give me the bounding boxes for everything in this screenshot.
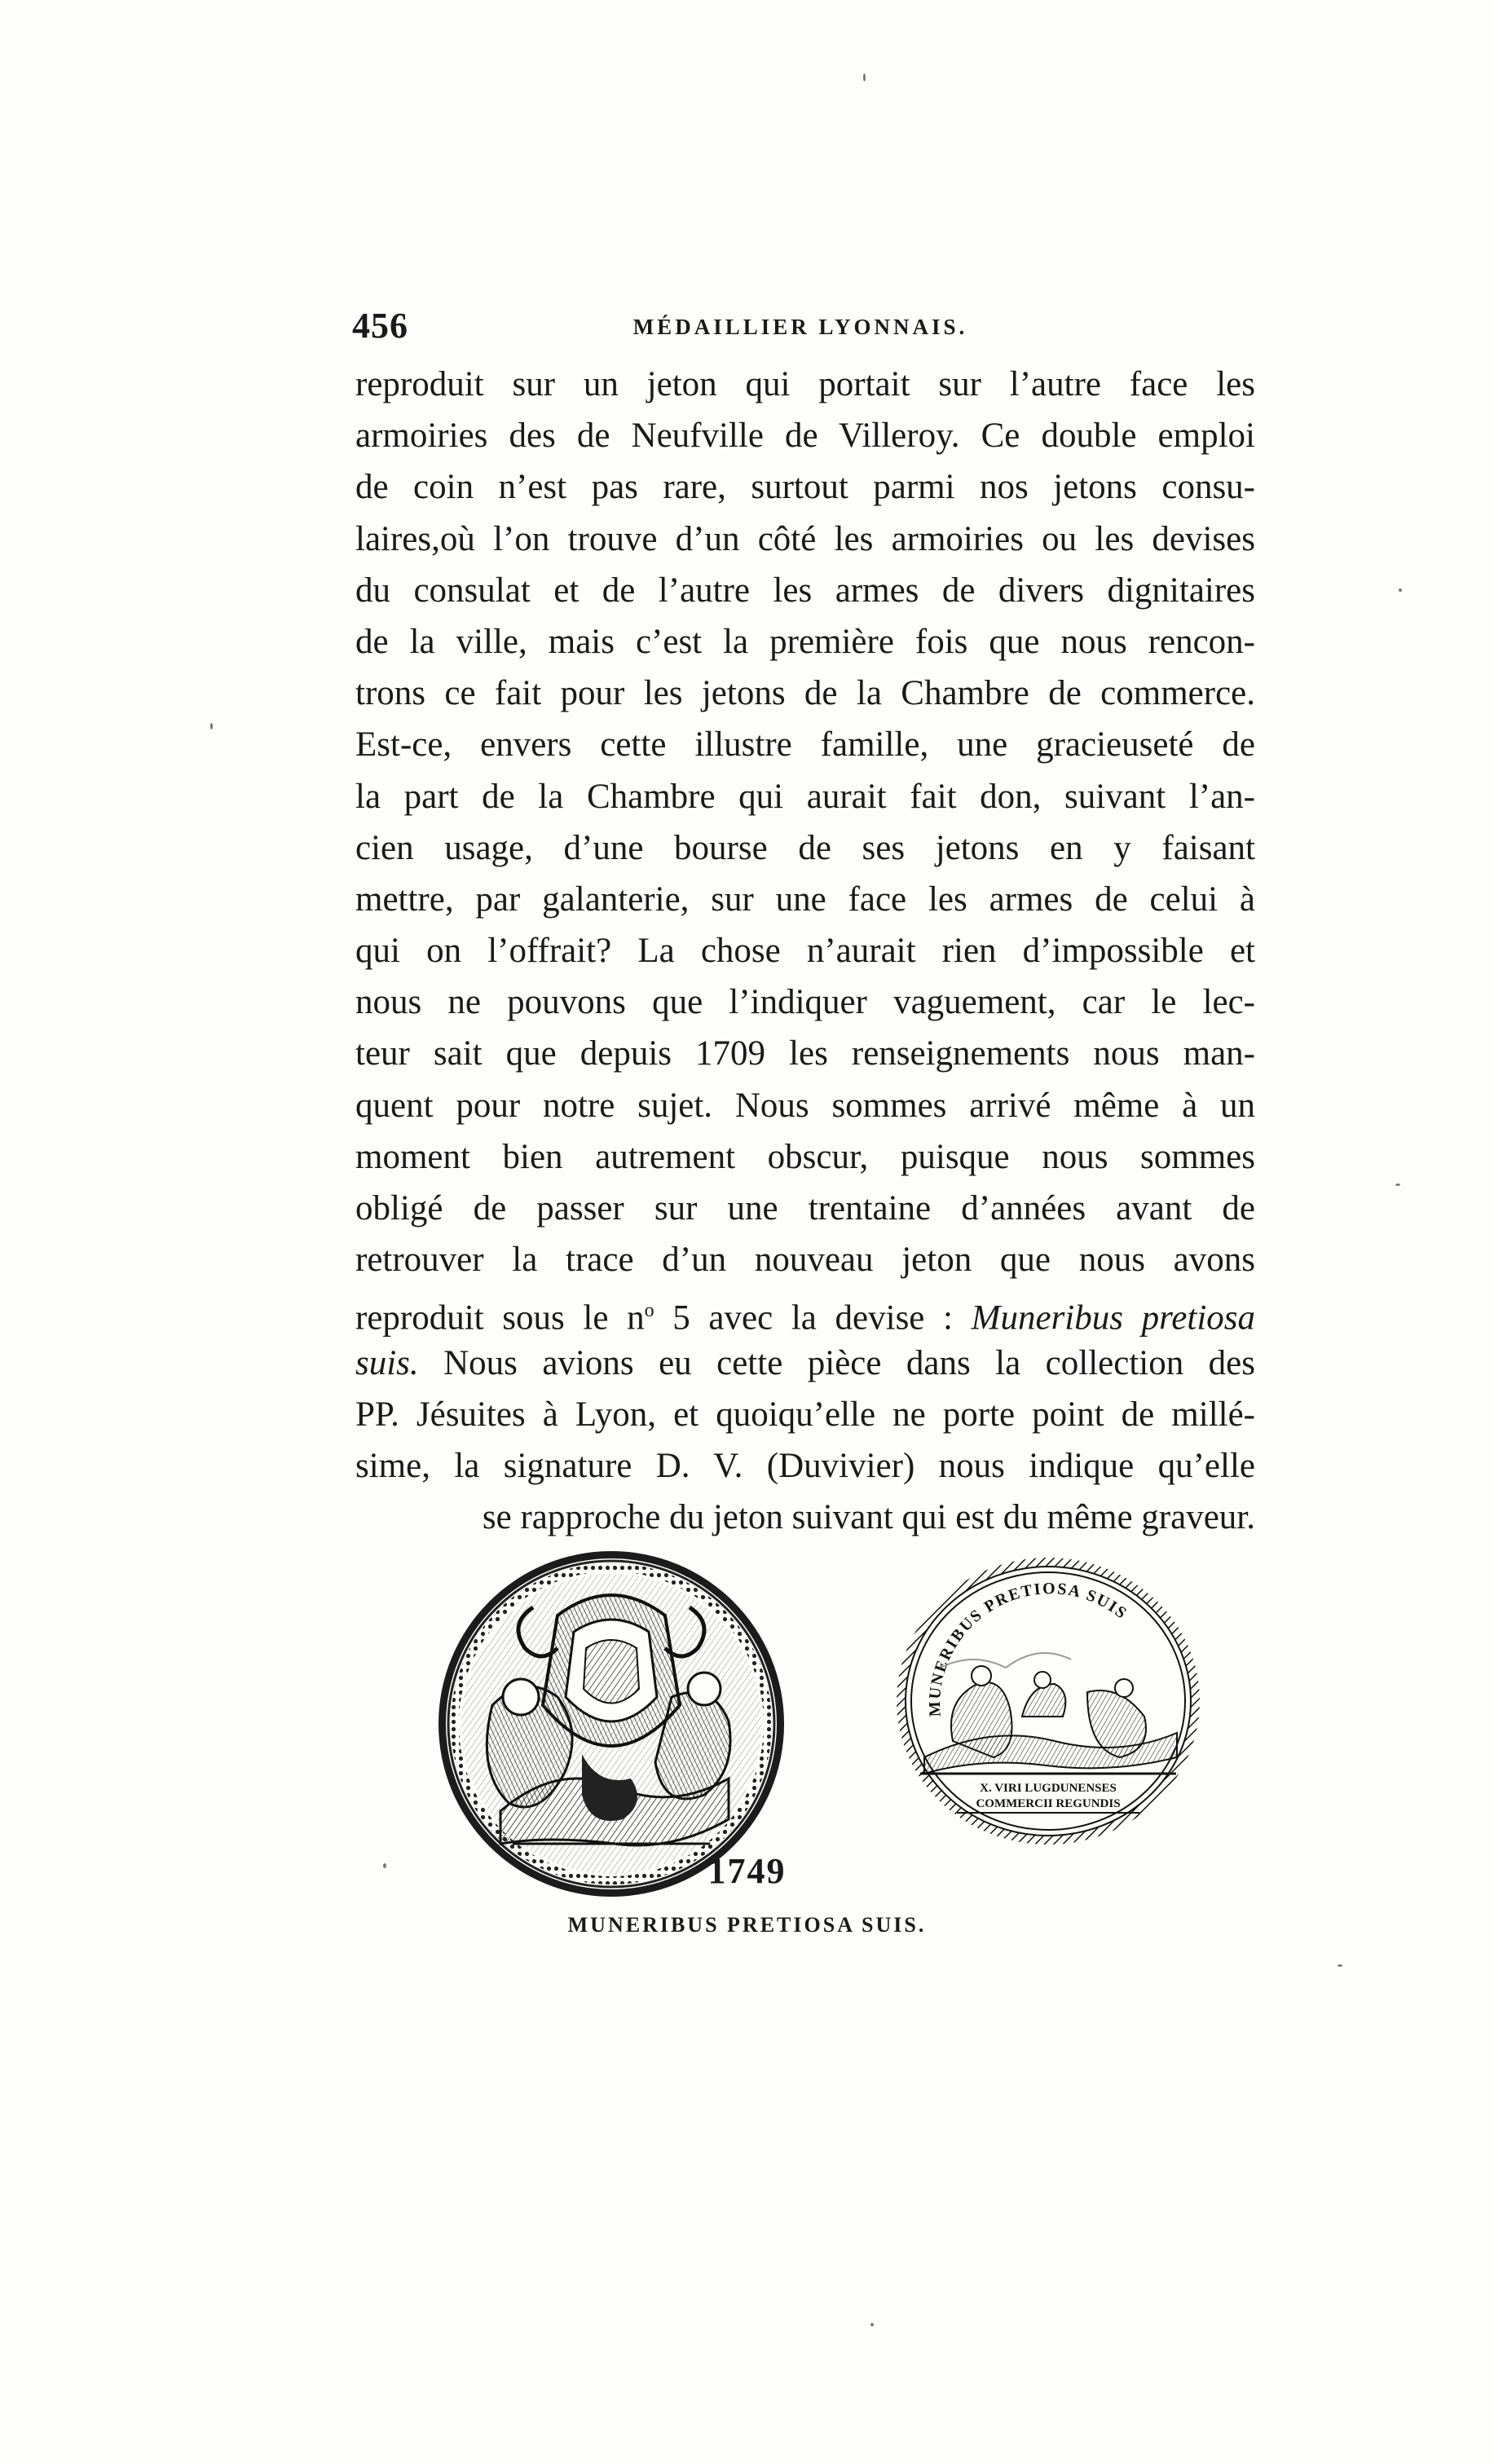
italic-motto: suis. (355, 1343, 419, 1382)
paper-speck (1395, 1184, 1400, 1186)
medal-reverse (892, 1554, 1205, 1849)
text-line: armoiries des de Neufville de Villeroy. Ce double emploi (355, 417, 1255, 456)
text-line: nous ne pouvons que l’indiquer vaguement, car le lec- (355, 983, 1255, 1022)
text-fragment: Nous avions eu cette pièce dans la collection des (418, 1343, 1255, 1382)
text-line: Est-ce, envers cette illustre famille, une gracieuseté de (355, 725, 1255, 765)
text-line: de la ville, mais c’est la première fois que nous rencon- (355, 622, 1255, 661)
text-line: moment bien autrement obscur, puisque nous sommes (355, 1137, 1255, 1176)
reverse-inscription-path: MUNERIBUS PRETIOSA SUIS (925, 1580, 1131, 1717)
text-line: qui on l’offrait? La chose n’aurait rien d’impossible et (355, 932, 1255, 971)
superscript-o: o (644, 1300, 654, 1322)
paper-speck (210, 723, 213, 730)
text-line: teur sait que depuis 1709 les renseignements nous man- (355, 1034, 1255, 1073)
text-line: retrouver la trace d’un nouveau jeton que nous avons (355, 1241, 1255, 1280)
exergue-line-2: COMMERCII REGUNDIS (976, 1797, 1121, 1810)
text-line (355, 1285, 1255, 1337)
body-paragraph (355, 359, 1255, 1543)
italic-motto: Muneribus pretiosa (971, 1298, 1256, 1338)
paper-speck (870, 2323, 874, 2326)
paper-speck (863, 73, 866, 82)
text-line: obligé de passer sur une trentaine d’années avant de (355, 1189, 1255, 1228)
text-line: mettre, par galanterie, sur une face les armes de celui à (355, 879, 1255, 919)
text-line: la part de la Chambre qui aurait fait don, suivant l’an- (355, 777, 1255, 816)
text-line: du consulat et de l’autre les armes de divers dignitaires (355, 571, 1255, 610)
paper-speck (1338, 1964, 1342, 1967)
paper-speck (383, 1863, 386, 1868)
text-line: quent pour notre sujet. Nous sommes arrivé même à un (355, 1086, 1255, 1125)
exergue-line-1: X. VIRI LUGDUNENSES (980, 1782, 1117, 1795)
text-line: se rapproche du jeton suivant qui est du même graveur. (482, 1498, 1255, 1537)
text-line: reproduit sur un jeton qui portait sur l’autre face les (355, 365, 1255, 403)
text-line: sime, la signature D. V. (Duvivier) nous indique qu’elle (355, 1446, 1255, 1485)
figure-year: 1749 (707, 1851, 787, 1891)
text-line (355, 1338, 1255, 1389)
paper-speck (1399, 588, 1402, 592)
medal-reverse-engraving (892, 1554, 1205, 1849)
text-line: cien usage, d’une bourse de ses jetons en y faisant (355, 828, 1255, 867)
running-title: MÉDAILLIER LYONNAIS. (632, 315, 968, 339)
text-line: PP. Jésuites à Lyon, et quoiqu’elle ne porte point de millé- (355, 1395, 1255, 1434)
running-header (352, 305, 1257, 346)
page-number: 456 (352, 306, 408, 346)
text-fragment: 5 avec la devise : (654, 1298, 972, 1338)
text-fragment: reproduit sous le n (355, 1298, 645, 1338)
text-line: de coin n’est pas rare, surtout parmi nos jetons consu- (355, 468, 1255, 507)
figure-motto: MUNERIBUS PRETIOSA SUIS. (567, 1913, 927, 1937)
text-line: laires,où l’on trouve d’un côté les armoiries ou les devises (355, 519, 1255, 558)
text-line: trons ce fait pour les jetons de la Chambre de commerce. (355, 674, 1255, 713)
